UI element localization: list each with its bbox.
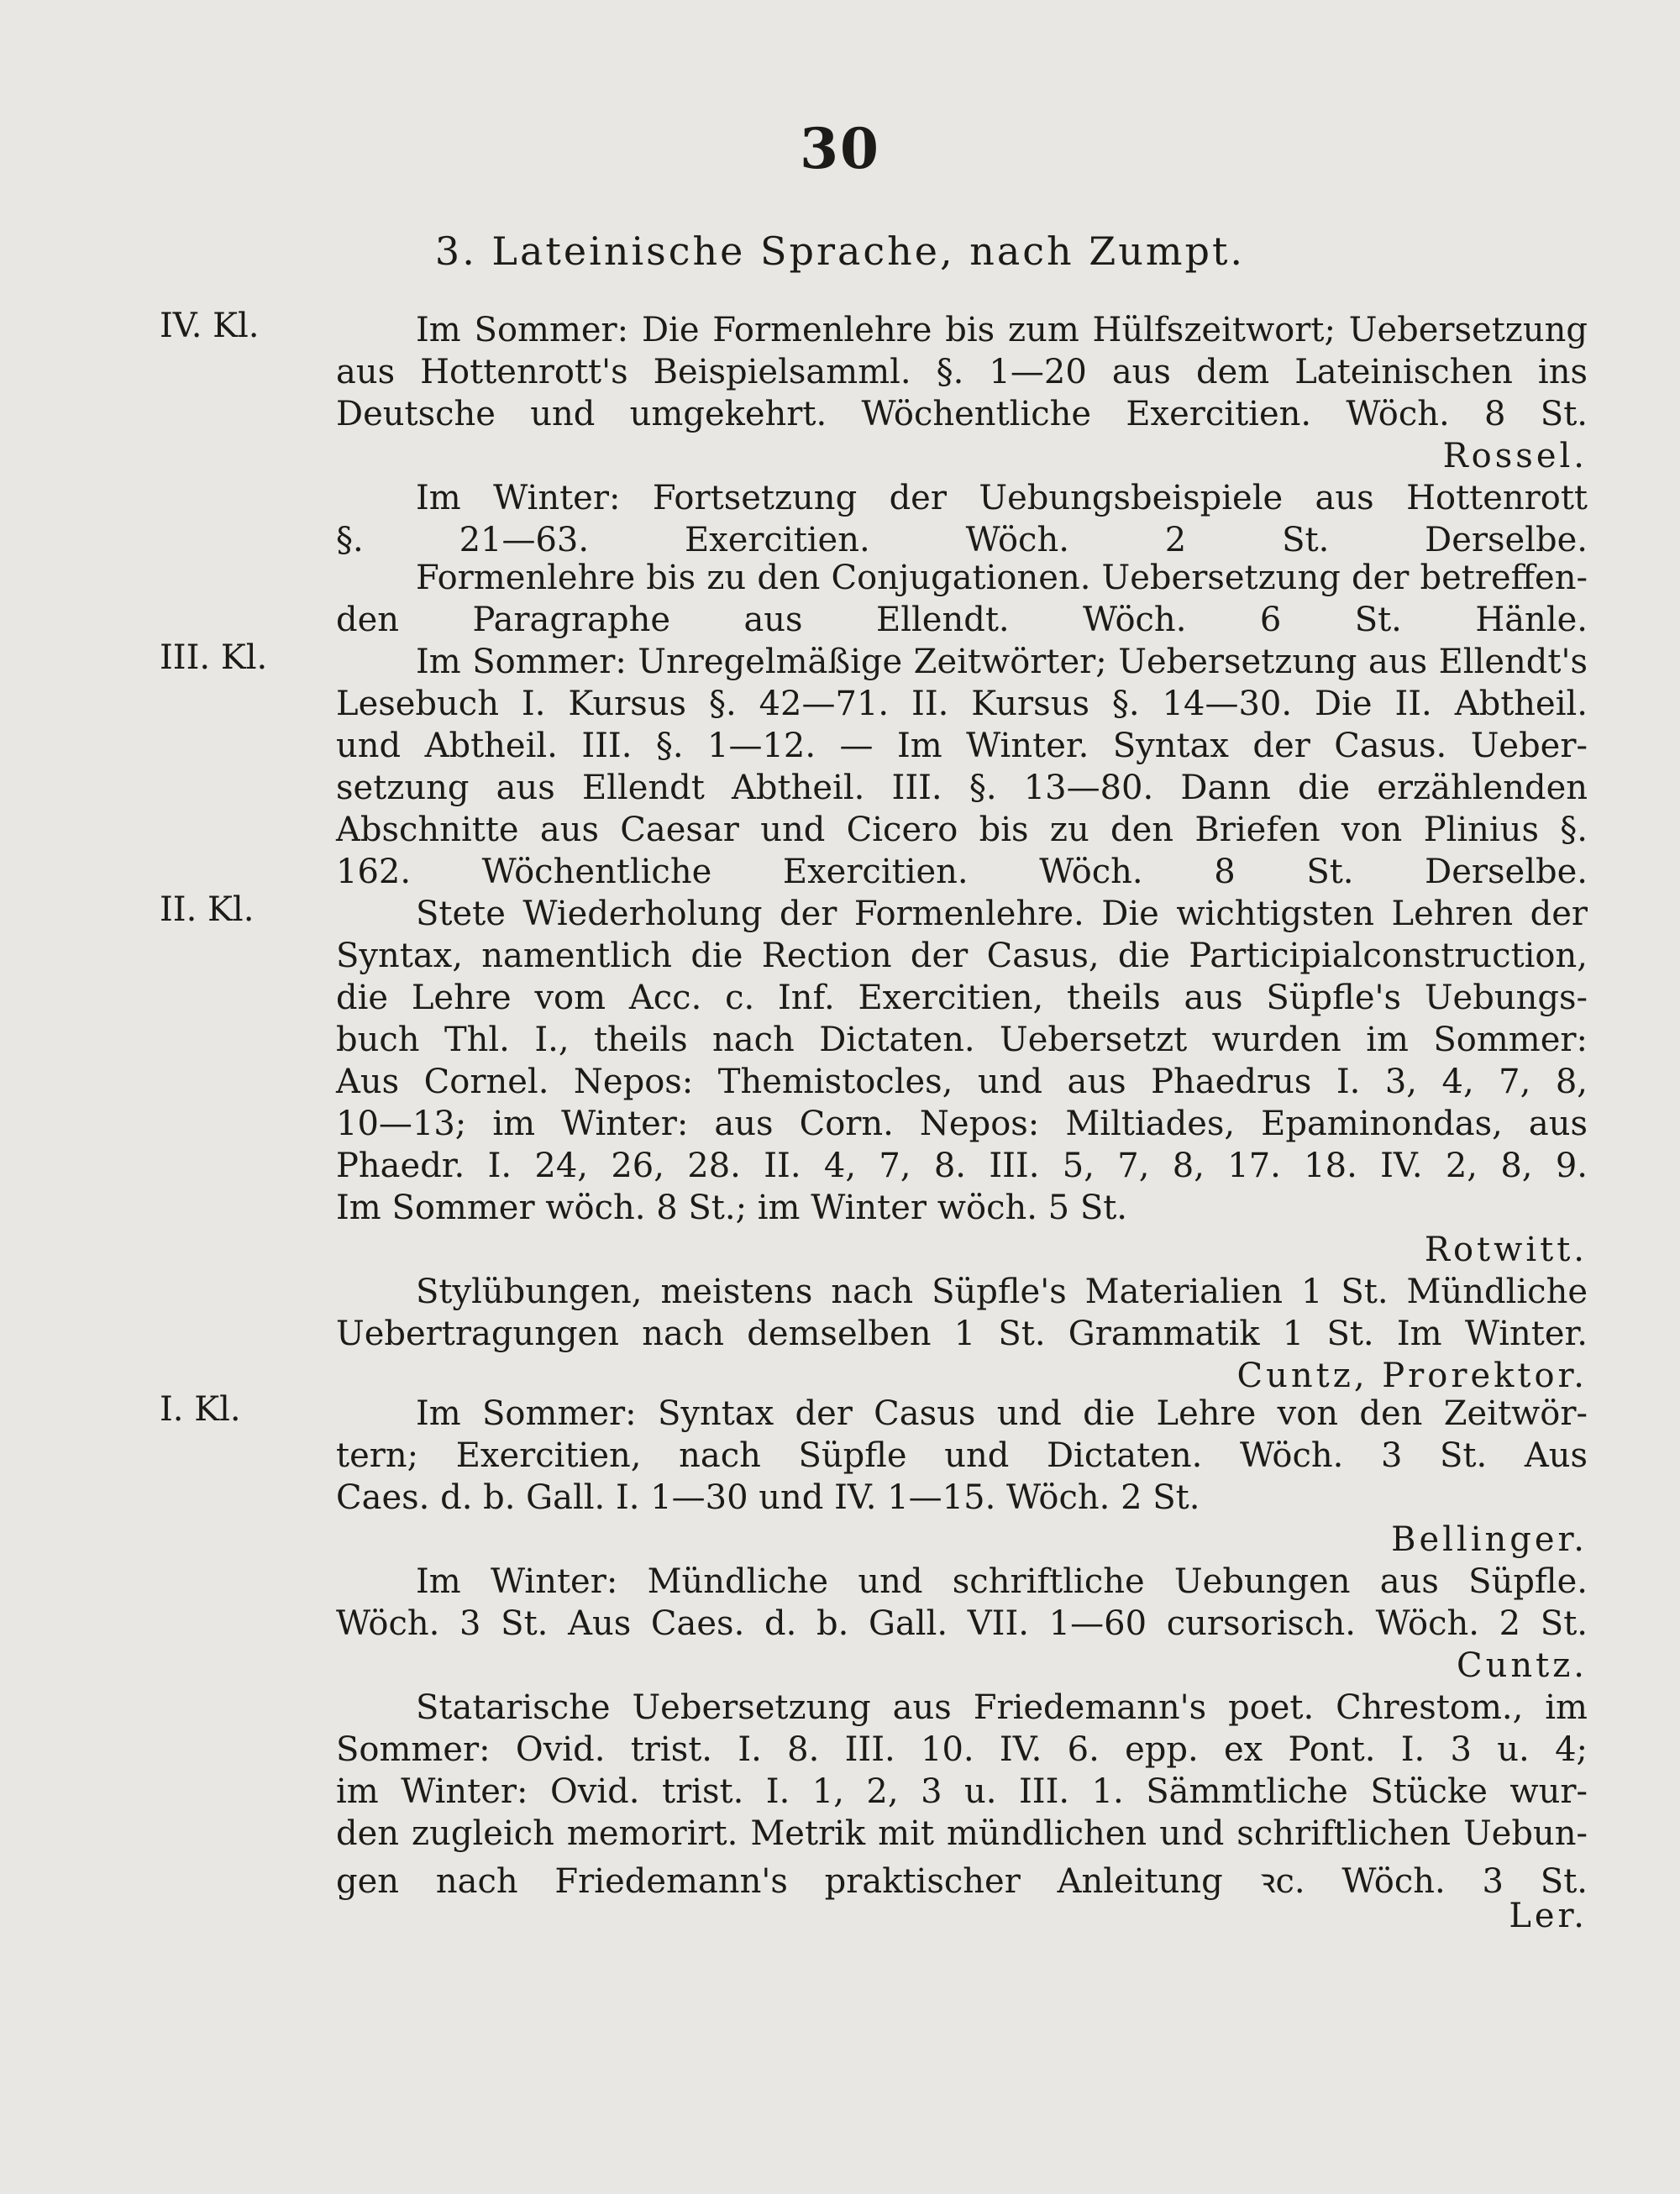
text-line: tern; Exercitien, nach Süpfle und Dictaten. Wöch. 3 St. Aus: [336, 1436, 1588, 1475]
text-line: Im Sommer wöch. 8 St.; im Winter wöch. 5 St.: [336, 1189, 1128, 1227]
text-line: Statarische Uebersetzung aus Friedemann's poet. Chrestom., im: [416, 1688, 1588, 1727]
signature-line: Rotwitt.: [1424, 1231, 1588, 1269]
page-number: 30: [800, 116, 880, 181]
text-line: Im Winter: Mündliche und schriftliche Uebungen aus Süpfle.: [416, 1562, 1588, 1601]
signature-line: Cuntz.: [1457, 1646, 1588, 1685]
text-line: 162. Wöchentliche Exercitien. Wöch. 8 St. Derselbe.: [336, 853, 1588, 891]
class-label-iv: IV. Kl.: [160, 307, 260, 345]
text-line: den Paragraphe aus Ellendt. Wöch. 6 St. Hänle.: [336, 601, 1588, 639]
text-line: Deutsche und umgekehrt. Wöchentliche Exercitien. Wöch. 8 St.: [336, 395, 1588, 433]
text-line: Stylübungen, meistens nach Süpfle's Materialien 1 St. Mündliche: [416, 1273, 1588, 1311]
class-label-iii: III. Kl.: [160, 638, 268, 677]
signature-line: Bellinger.: [1391, 1520, 1588, 1559]
text-line: Aus Cornel. Nepos: Themistocles, und aus Phaedrus I. 3, 4, 7, 8,: [336, 1063, 1588, 1101]
text-line: Lesebuch I. Kursus §. 42—71. II. Kursus §. 14—30. Die II. Abtheil.: [336, 685, 1588, 723]
text-line: §. 21—63. Exercitien. Wöch. 2 St. Derselbe.: [336, 521, 1588, 559]
text-line: Caes. d. b. Gall. I. 1—30 und IV. 1—15. Wöch. 2 St.: [336, 1478, 1200, 1517]
class-label-ii: II. Kl.: [160, 890, 255, 929]
text-line: buch Thl. I., theils nach Dictaten. Uebersetzt wurden im Sommer:: [336, 1021, 1588, 1059]
text-line: Abschnitte aus Caesar und Cicero bis zu den Briefen von Plinius §.: [336, 811, 1588, 849]
text-line: und Abtheil. III. §. 1—12. — Im Winter. Syntax der Casus. Ueber-: [336, 727, 1588, 765]
text-line: im Winter: Ovid. trist. I. 1, 2, 3 u. III. 1. Sämmtliche Stücke wur-: [336, 1772, 1588, 1811]
text-line: Phaedr. I. 24, 26, 28. II. 4, 7, 8. III. 5, 7, 8, 17. 18. IV. 2, 8, 9.: [336, 1147, 1588, 1185]
text-line: Im Sommer: Unregelmäßige Zeitwörter; Uebersetzung aus Ellendt's: [416, 643, 1588, 681]
signature-line: Rossel.: [1442, 437, 1588, 475]
text-line: aus Hottenrott's Beispielsamml. §. 1—20 aus dem Lateinischen ins: [336, 353, 1588, 391]
text-line: Syntax, namentlich die Rection der Casus, die Participialconstruction,: [336, 937, 1588, 975]
text-line: Stete Wiederholung der Formenlehre. Die wichtigsten Lehren der: [416, 895, 1588, 933]
text-line: den zugleich memorirt. Metrik mit mündlichen und schriftlichen Uebun-: [336, 1814, 1588, 1853]
text-line: die Lehre vom Acc. c. Inf. Exercitien, theils aus Süpfle's Uebungs-: [336, 979, 1588, 1017]
text-line: Im Sommer: Die Formenlehre bis zum Hülfszeitwort; Uebersetzung: [416, 311, 1588, 349]
signature-line: Ler.: [1509, 1897, 1588, 1935]
text-line: Wöch. 3 St. Aus Caes. d. b. Gall. VII. 1—60 cursorisch. Wöch. 2 St.: [336, 1604, 1588, 1643]
text-line: setzung aus Ellendt Abtheil. III. §. 13—80. Dann die erzählenden: [336, 769, 1588, 807]
text-line: 10—13; im Winter: aus Corn. Nepos: Miltiades, Epaminondas, aus: [336, 1105, 1588, 1143]
text-line: Im Sommer: Syntax der Casus und die Lehre von den Zeitwör-: [416, 1394, 1588, 1433]
text-line: gen nach Friedemann's praktischer Anleitung ꝛc. Wöch. 3 St.: [336, 1862, 1588, 1901]
text-line: Im Winter: Fortsetzung der Uebungsbeispiele aus Hottenrott: [416, 479, 1588, 517]
text-line: Sommer: Ovid. trist. I. 8. III. 10. IV. 6. epp. ex Pont. I. 3 u. 4;: [336, 1730, 1588, 1769]
text-line: Uebertragungen nach demselben 1 St. Grammatik 1 St. Im Winter.: [336, 1315, 1588, 1353]
text-line: Formenlehre bis zu den Conjugationen. Uebersetzung der betreffen-: [416, 559, 1588, 597]
class-label-i: I. Kl.: [160, 1390, 241, 1429]
section-title: 3. Lateinische Sprache, nach Zumpt.: [434, 228, 1246, 274]
signature-line: Cuntz, Prorektor.: [1236, 1357, 1588, 1395]
